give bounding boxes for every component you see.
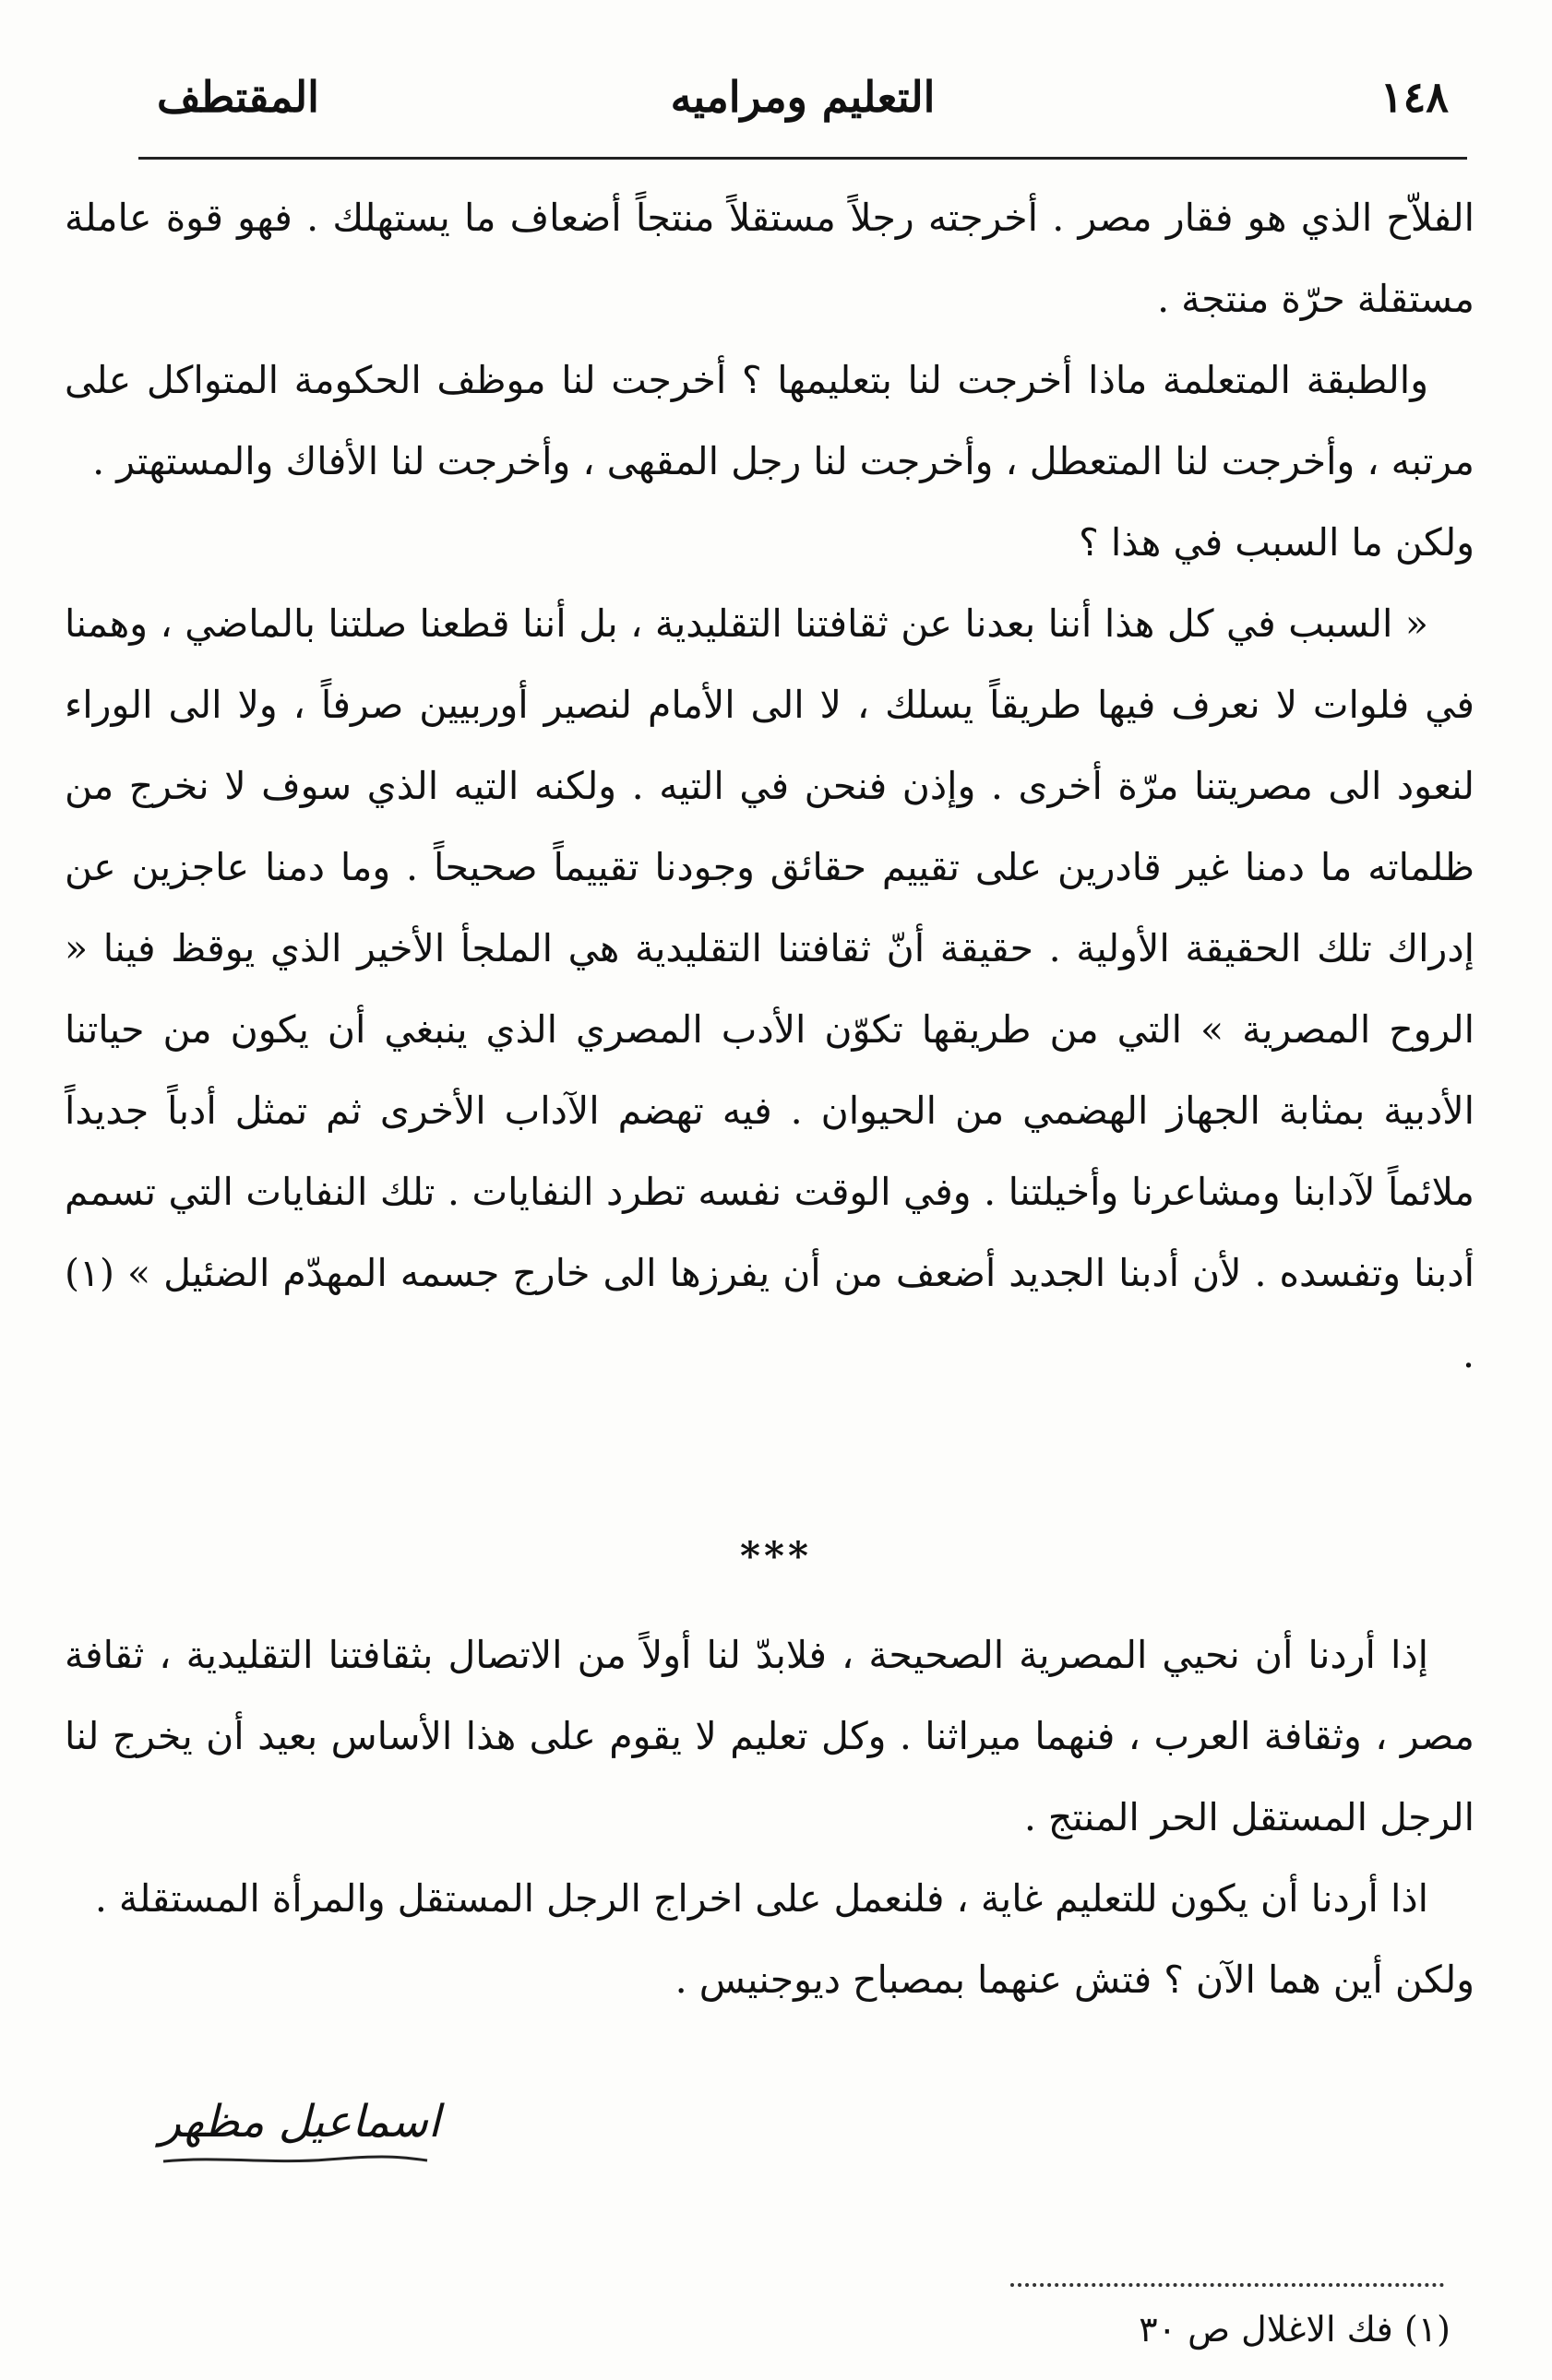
section-separator: *** xyxy=(740,1533,812,1578)
footnote: (١) فك الاغلال ص ٣٠ xyxy=(1139,2309,1451,2350)
paragraph: إذا أردنا أن نحيي المصرية الصحيحة ، فلابدّ لنا أولاً من الاتصال بثقافتنا التقليدية ، ثقافة مصر ، وثقافة العرب ، فنهما ميراثنا . وكل تعليم لا يقوم على هذا الأساس بعيد أن يخرج لنا الرجل المستقل الحر المنتج . xyxy=(65,1633,1474,1839)
article-title: التعليم ومراميه xyxy=(670,72,936,122)
header-rule xyxy=(138,157,1467,160)
signature-flourish xyxy=(161,2154,429,2165)
author-signature: اسماعيل مظهر xyxy=(159,2096,441,2148)
footnote-rule xyxy=(1010,2283,1444,2287)
paragraph: الفلاّح الذي هو فقار مصر . أخرجته رجلاً مستقلاً منتجاً أضعاف ما يستهلك . فهو قوة عاملة مستقلة حرّة منتجة . xyxy=(65,196,1474,321)
page-number: ١٤٨ xyxy=(1379,72,1449,122)
paragraph: والطبقة المتعلمة ماذا أخرجت لنا بتعليمها ؟ أخرجت لنا موظف الحكومة المتواكل على مرتبه ، وأخرجت لنا المتعطل ، وأخرجت لنا رجل المقهى ، وأخرجت لنا الأفاك والمستهتر . xyxy=(65,358,1474,483)
paragraph: ولكن ما السبب في هذا ؟ xyxy=(1079,520,1474,565)
quoted-paragraph: « السبب في كل هذا أننا بعدنا عن ثقافتنا التقليدية ، بل أننا قطعنا صلتنا بالماضي ، وهمنا في فلوات لا نعرف فيها طريقاً يسلك ، لا الى الأمام لنصير أوربيين صرفاً ، ولا الى الوراء لنعود الى مصريتنا مرّة أخرى . وإذن فنحن في التيه . ولكنه التيه الذي سوف لا نخرج من ظلماته ما دمنا غير قادرين على تقييم حقائق وجودنا تقييماً صحيحاً . وما دمنا عاجزين عن إدراك تلك الحقيقة الأولية . حقيقة أنّ ثقافتنا التقليدية هي الملجأ الأخير الذي يوقظ فينا « الروح المصرية » التي من طريقها تكوّن الأدب المصري الذي ينبغي أن يكون من حياتنا الأدبية بمثابة الجهاز الهضمي من الحيوان . فيه تهضم الآداب الأخرى ثم تمثل أدباً جديداً ملائماً لآدابنا ومشاعرنا وأخيلتنا . وفي الوقت نفسه تطرد النفايات . تلك النفايات التي تسمم أدبنا وتفسده . لأن أدبنا الجديد أضعف من أن يفرزها الى خارج جسمه المهدّم الضئيل » (١) . xyxy=(65,601,1474,1376)
paragraph: ولكن أين هما الآن ؟ فتش عنهما بمصباح ديوجنيس . xyxy=(675,1958,1474,2002)
running-header xyxy=(138,65,1467,129)
body-text-upper xyxy=(65,177,1474,1395)
body-text-lower xyxy=(65,1614,1474,2020)
journal-name: المقتطف xyxy=(157,72,319,122)
paragraph: اذا أردنا أن يكون للتعليم غاية ، فلنعمل على اخراج الرجل المستقل والمرأة المستقلة . xyxy=(94,1876,1428,1921)
